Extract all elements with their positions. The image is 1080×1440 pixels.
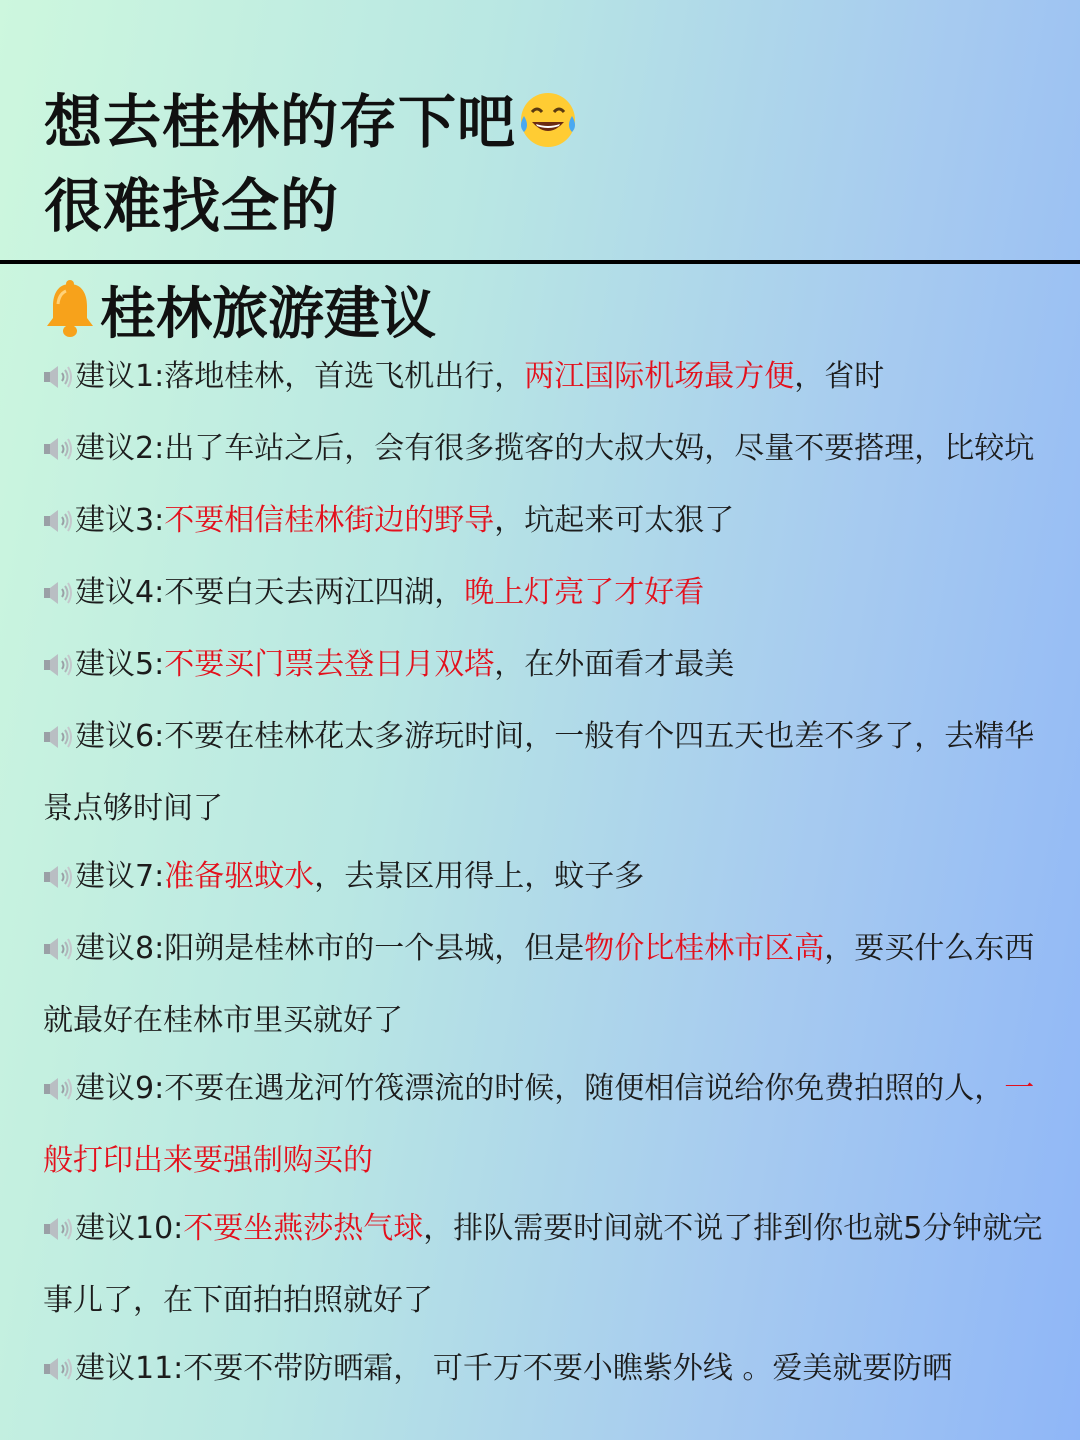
tip-highlight: 不要买门票去登日月双塔 xyxy=(164,647,495,682)
speaker-icon xyxy=(43,563,73,631)
tip-highlight: 晚上灯亮了才好看 xyxy=(464,575,705,610)
tip-text: 建议4:不要白天去两江四湖， xyxy=(75,575,465,610)
speaker-icon xyxy=(43,847,73,915)
speaker-icon xyxy=(43,347,73,415)
tip-text: ，省时 xyxy=(794,359,885,394)
tip-item xyxy=(43,703,1043,843)
laughing-crying-emoji-icon xyxy=(518,90,578,168)
tip-text: 建议6:不要在桂林花太多游玩时间，一般有个四五天也差不多了，去精华景点够时间了 xyxy=(43,719,1035,826)
tip-item xyxy=(43,631,1043,703)
tip-text: 建议2:出了车站之后，会有很多揽客的大叔大妈，尽量不要搭理，比较坑 xyxy=(75,431,1035,466)
tip-highlight: 一般打印出来要强制购买的 xyxy=(43,1071,1035,1178)
page-title xyxy=(44,84,578,244)
speaker-icon xyxy=(43,707,73,775)
tips-list xyxy=(43,343,1043,1407)
tip-text: ，排队需要时间就不说了排到你也就5分钟就完事儿了，在下面拍拍照就好了 xyxy=(43,1211,1043,1318)
section-title: 桂林旅游建议 xyxy=(100,282,436,347)
tip-text: 建议3: xyxy=(75,503,165,538)
tip-highlight: 不要相信桂林街边的野导 xyxy=(164,503,495,538)
tip-item xyxy=(43,1195,1043,1335)
speaker-icon xyxy=(43,419,73,487)
tip-text: ，坑起来可太狠了 xyxy=(494,503,735,538)
tip-text: ，去景区用得上，蚊子多 xyxy=(314,859,645,894)
speaker-icon xyxy=(43,1339,73,1407)
tip-item xyxy=(43,843,1043,915)
speaker-icon xyxy=(43,1199,73,1267)
tip-text: 建议1:落地桂林，首选飞机出行， xyxy=(75,359,525,394)
tip-text: 建议11:不要不带防晒霜， 可千万不要小瞧紫外线 。爱美就要防晒 xyxy=(75,1351,953,1386)
title-line-1 xyxy=(44,84,578,168)
tip-text: 建议7: xyxy=(75,859,165,894)
tip-item xyxy=(43,415,1043,487)
tip-text: 建议8:阳朔是桂林市的一个县城，但是 xyxy=(75,931,585,966)
tip-item xyxy=(43,1335,1043,1407)
title-line-2: 很难找全的 xyxy=(44,172,340,240)
tip-text: 建议5: xyxy=(75,647,165,682)
speaker-icon xyxy=(43,635,73,703)
section-divider xyxy=(0,260,1080,264)
bell-icon xyxy=(44,280,96,340)
tip-highlight: 两江国际机场最方便 xyxy=(524,359,795,394)
tip-text: 建议10: xyxy=(75,1211,184,1246)
tip-item xyxy=(43,915,1043,1055)
title-line-1-text: 想去桂林的存下吧 xyxy=(44,88,517,156)
section-heading xyxy=(44,270,436,350)
speaker-icon xyxy=(43,919,73,987)
speaker-icon xyxy=(43,1059,73,1127)
tip-highlight: 不要坐燕莎热气球 xyxy=(183,1211,424,1246)
tip-item xyxy=(43,559,1043,631)
tip-highlight: 准备驱蚊水 xyxy=(164,859,315,894)
speaker-icon xyxy=(43,491,73,559)
tip-highlight: 物价比桂林市区高 xyxy=(584,931,825,966)
tip-text: 建议9:不要在遇龙河竹筏漂流的时候，随便相信说给你免费拍照的人， xyxy=(75,1071,1005,1106)
tip-item xyxy=(43,487,1043,559)
tip-text: ，在外面看才最美 xyxy=(494,647,735,682)
tip-text: ，要买什么东西就最好在桂林市里买就好了 xyxy=(43,931,1035,1038)
tip-item xyxy=(43,1055,1043,1195)
tip-item xyxy=(43,343,1043,415)
